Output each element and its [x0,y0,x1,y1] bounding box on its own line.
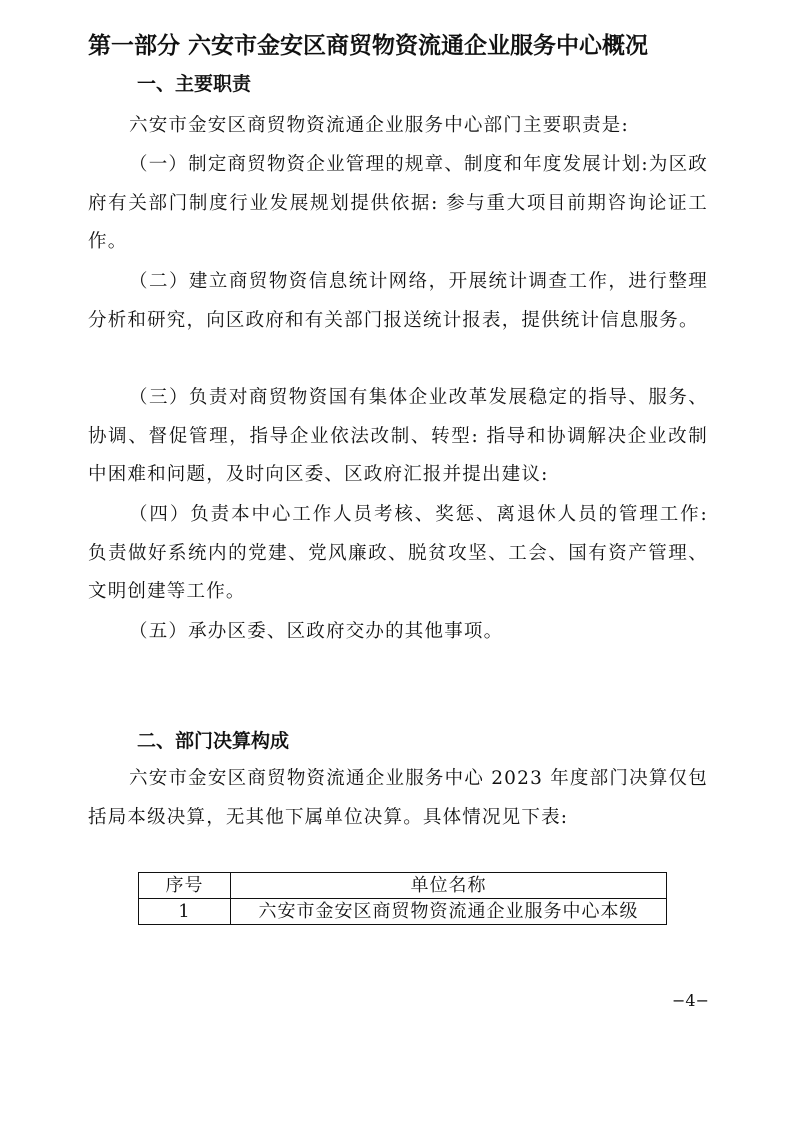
duty-item-1: （一）制定商贸物资企业管理的规章、制度和年度发展计划:为区政府有关部门制度行业发展规划提供依据: 参与重大项目前期咨询论证工作。 [88,154,708,252]
duty-item-2: （二）建立商贸物资信息统计网络，开展统计调查工作，进行整理分析和研究，向区政府和有关部门报送统计报表，提供统计信息服务。 [88,271,708,331]
section-heading-duties: 一、主要职责 [137,73,252,95]
duty-item-3: （三）负责对商贸物资国有集体企业改革发展稳定的指导、服务、协调、督促管理，指导企业依法改制、转型: 指导和协调解决企业改制中困难和问题，及时向区委、区政府汇报并提出建议: [88,387,708,485]
cell-index: 1 [139,899,231,925]
table-header-row [139,873,667,899]
page-number: −4− [672,991,709,1010]
duty-item-5: （五）承办区委、区政府交办的其他事项。 [129,621,504,642]
column-header-index: 序号 [139,873,231,899]
composition-paragraph: 六安市金安区商贸物资流通企业服务中心 2023 年度部门决算仅包括局本级决算，无其他下属单位决算。具体情况见下表: [88,768,708,828]
page-title: 第一部分 六安市金安区商贸物资流通企业服务中心概况 [88,33,649,59]
duties-intro-paragraph: 六安市金安区商贸物资流通企业服务中心部门主要职责是: [129,115,629,136]
cell-unit-name: 六安市金安区商贸物资流通企业服务中心本级 [231,899,667,925]
duty-item-4: （四）负责本中心工作人员考核、奖惩、离退休人员的管理工作: 负责做好系统内的党建、党风廉政、脱贫攻坚、工会、国有资产管理、文明创建等工作。 [88,504,708,602]
table-row [139,899,667,925]
units-table [138,872,667,925]
column-header-unit-name: 单位名称 [231,873,667,899]
section-heading-composition: 二、部门决算构成 [137,730,290,752]
